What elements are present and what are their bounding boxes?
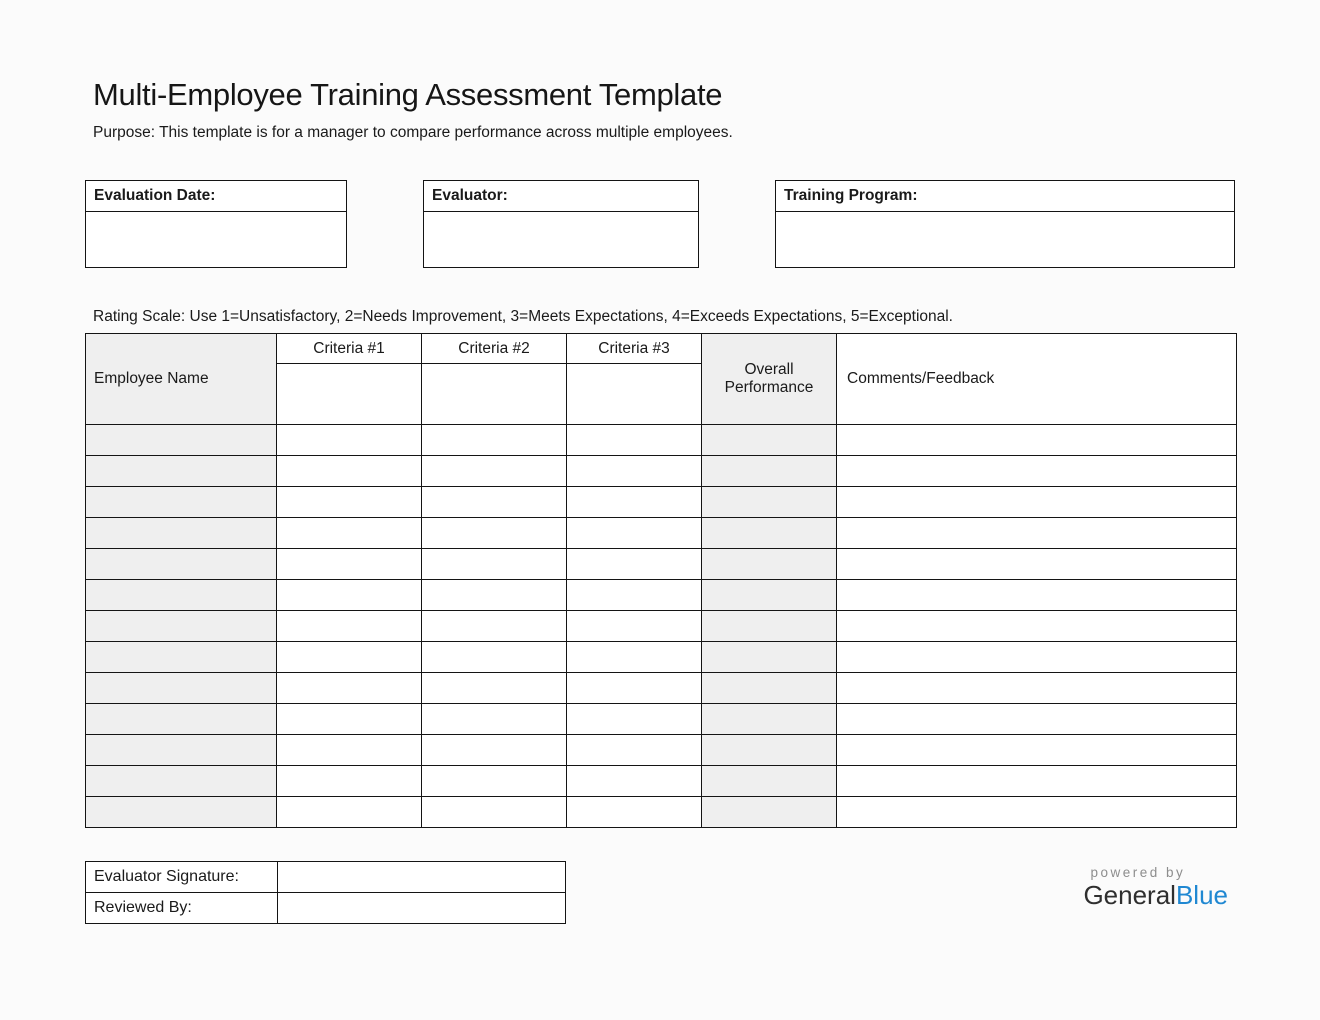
comments-cell[interactable] [837, 487, 1237, 518]
col-header-criteria-1: Criteria #1 [277, 334, 422, 364]
evaluation-date-field[interactable] [86, 212, 346, 267]
criteria-2-score-cell[interactable] [422, 766, 567, 797]
employee-name-cell[interactable] [86, 425, 277, 456]
comments-cell[interactable] [837, 797, 1237, 828]
comments-cell[interactable] [837, 735, 1237, 766]
evaluator-signature-row [86, 862, 566, 893]
comments-cell[interactable] [837, 580, 1237, 611]
criteria-3-score-cell[interactable] [567, 580, 702, 611]
criteria-2-score-cell[interactable] [422, 797, 567, 828]
assessment-table-body [86, 425, 1237, 828]
table-row [86, 456, 1237, 487]
signature-table [85, 861, 566, 924]
page-title: Multi-Employee Training Assessment Template [93, 77, 723, 112]
employee-name-cell[interactable] [86, 797, 277, 828]
criteria-3-score-cell[interactable] [567, 642, 702, 673]
criteria-3-score-cell[interactable] [567, 487, 702, 518]
header-row [86, 334, 1237, 364]
generalblue-wordmark [1083, 881, 1228, 910]
comments-cell[interactable] [837, 456, 1237, 487]
comments-cell[interactable] [837, 673, 1237, 704]
employee-name-cell[interactable] [86, 642, 277, 673]
overall-performance-cell[interactable] [702, 549, 837, 580]
overall-performance-cell[interactable] [702, 673, 837, 704]
evaluator-signature-field[interactable] [278, 862, 566, 893]
table-row [86, 580, 1237, 611]
comments-cell[interactable] [837, 611, 1237, 642]
criteria-2-score-cell[interactable] [422, 518, 567, 549]
comments-cell[interactable] [837, 425, 1237, 456]
employee-name-cell[interactable] [86, 518, 277, 549]
overall-performance-cell[interactable] [702, 797, 837, 828]
overall-performance-cell[interactable] [702, 766, 837, 797]
criteria-1-score-cell[interactable] [277, 425, 422, 456]
brand-general-text: General [1083, 880, 1176, 911]
employee-name-cell[interactable] [86, 611, 277, 642]
comments-cell[interactable] [837, 704, 1237, 735]
overall-performance-cell[interactable] [702, 735, 837, 766]
col-header-overall-performance: Overall Performance [702, 334, 837, 425]
training-program-label: Training Program: [776, 181, 1234, 212]
employee-name-cell[interactable] [86, 766, 277, 797]
criteria-2-score-cell[interactable] [422, 642, 567, 673]
table-row [86, 549, 1237, 580]
criteria-3-score-cell[interactable] [567, 673, 702, 704]
brand-logo [1083, 861, 1228, 910]
overall-performance-cell[interactable] [702, 580, 837, 611]
criteria-3-score-cell[interactable] [567, 735, 702, 766]
table-row [86, 797, 1237, 828]
criteria-3-score-cell[interactable] [567, 456, 702, 487]
criteria-2-score-cell[interactable] [422, 456, 567, 487]
criteria-2-score-cell[interactable] [422, 704, 567, 735]
col-header-criteria-3: Criteria #3 [567, 334, 702, 364]
evaluator-label: Evaluator: [424, 181, 698, 212]
criteria-1-score-cell[interactable] [277, 766, 422, 797]
criteria-3-score-cell[interactable] [567, 549, 702, 580]
employee-name-cell[interactable] [86, 673, 277, 704]
evaluator-box [423, 180, 699, 268]
comments-cell[interactable] [837, 642, 1237, 673]
training-program-field[interactable] [776, 212, 1234, 267]
criteria-2-score-cell[interactable] [422, 487, 567, 518]
criteria-1-score-cell[interactable] [277, 704, 422, 735]
criteria-3-score-cell[interactable] [567, 611, 702, 642]
overall-performance-cell[interactable] [702, 642, 837, 673]
evaluator-field[interactable] [424, 212, 698, 267]
criteria-2-score-cell[interactable] [422, 580, 567, 611]
col-header-criteria-2: Criteria #2 [422, 334, 567, 364]
comments-cell[interactable] [837, 518, 1237, 549]
overall-performance-cell[interactable] [702, 456, 837, 487]
table-row [86, 735, 1237, 766]
reviewed-by-label: Reviewed By: [86, 893, 278, 924]
bottom-section [85, 861, 1236, 924]
comments-cell[interactable] [837, 766, 1237, 797]
table-row [86, 642, 1237, 673]
criteria-1-score-cell[interactable] [277, 673, 422, 704]
table-row [86, 425, 1237, 456]
criteria-1-score-cell[interactable] [277, 487, 422, 518]
employee-name-cell[interactable] [86, 704, 277, 735]
table-row [86, 487, 1237, 518]
criteria-1-score-cell[interactable] [277, 611, 422, 642]
overall-performance-cell[interactable] [702, 425, 837, 456]
criteria-2-score-cell[interactable] [422, 611, 567, 642]
evaluation-date-box [85, 180, 347, 268]
evaluator-signature-label: Evaluator Signature: [86, 862, 278, 893]
criteria-3-score-cell[interactable] [567, 766, 702, 797]
purpose-text: Purpose: This template is for a manager to compare performance across multiple employees. [93, 124, 733, 142]
overall-performance-cell[interactable] [702, 518, 837, 549]
criteria-2-score-cell[interactable] [422, 735, 567, 766]
overall-performance-cell[interactable] [702, 487, 837, 518]
criteria-1-score-cell[interactable] [277, 580, 422, 611]
criteria-2-description-cell[interactable] [422, 364, 567, 425]
assessment-table [85, 333, 1237, 828]
overall-performance-cell[interactable] [702, 704, 837, 735]
criteria-3-score-cell[interactable] [567, 425, 702, 456]
training-program-box [775, 180, 1235, 268]
table-row [86, 673, 1237, 704]
info-boxes [85, 180, 1320, 268]
rating-scale-text: Rating Scale: Use 1=Unsatisfactory, 2=Needs Improvement, 3=Meets Expectations, 4=Exceeds Expectations, 5=Exceptional. [93, 307, 953, 325]
table-row [86, 704, 1237, 735]
employee-name-cell[interactable] [86, 735, 277, 766]
criteria-1-score-cell[interactable] [277, 518, 422, 549]
comments-cell[interactable] [837, 549, 1237, 580]
table-row [86, 611, 1237, 642]
reviewed-by-field[interactable] [278, 893, 566, 924]
brand-blue-text: Blue [1175, 880, 1228, 911]
criteria-2-score-cell[interactable] [422, 549, 567, 580]
criteria-1-score-cell[interactable] [277, 797, 422, 828]
overall-performance-cell[interactable] [702, 611, 837, 642]
criteria-1-score-cell[interactable] [277, 642, 422, 673]
employee-name-cell[interactable] [86, 487, 277, 518]
employee-name-cell[interactable] [86, 549, 277, 580]
criteria-1-score-cell[interactable] [277, 456, 422, 487]
criteria-1-description-cell[interactable] [277, 364, 422, 425]
criteria-2-score-cell[interactable] [422, 425, 567, 456]
criteria-3-score-cell[interactable] [567, 704, 702, 735]
col-header-comments-feedback: Comments/Feedback [837, 334, 1237, 425]
powered-by-text: powered by [1090, 865, 1186, 881]
evaluation-date-label: Evaluation Date: [86, 181, 346, 212]
employee-name-cell[interactable] [86, 456, 277, 487]
table-row [86, 766, 1237, 797]
col-header-employee-name: Employee Name [86, 334, 277, 425]
employee-name-cell[interactable] [86, 580, 277, 611]
criteria-3-description-cell[interactable] [567, 364, 702, 425]
criteria-3-score-cell[interactable] [567, 797, 702, 828]
reviewed-by-row [86, 893, 566, 924]
table-row [86, 518, 1237, 549]
criteria-3-score-cell[interactable] [567, 518, 702, 549]
criteria-1-score-cell[interactable] [277, 549, 422, 580]
criteria-1-score-cell[interactable] [277, 735, 422, 766]
criteria-2-score-cell[interactable] [422, 673, 567, 704]
